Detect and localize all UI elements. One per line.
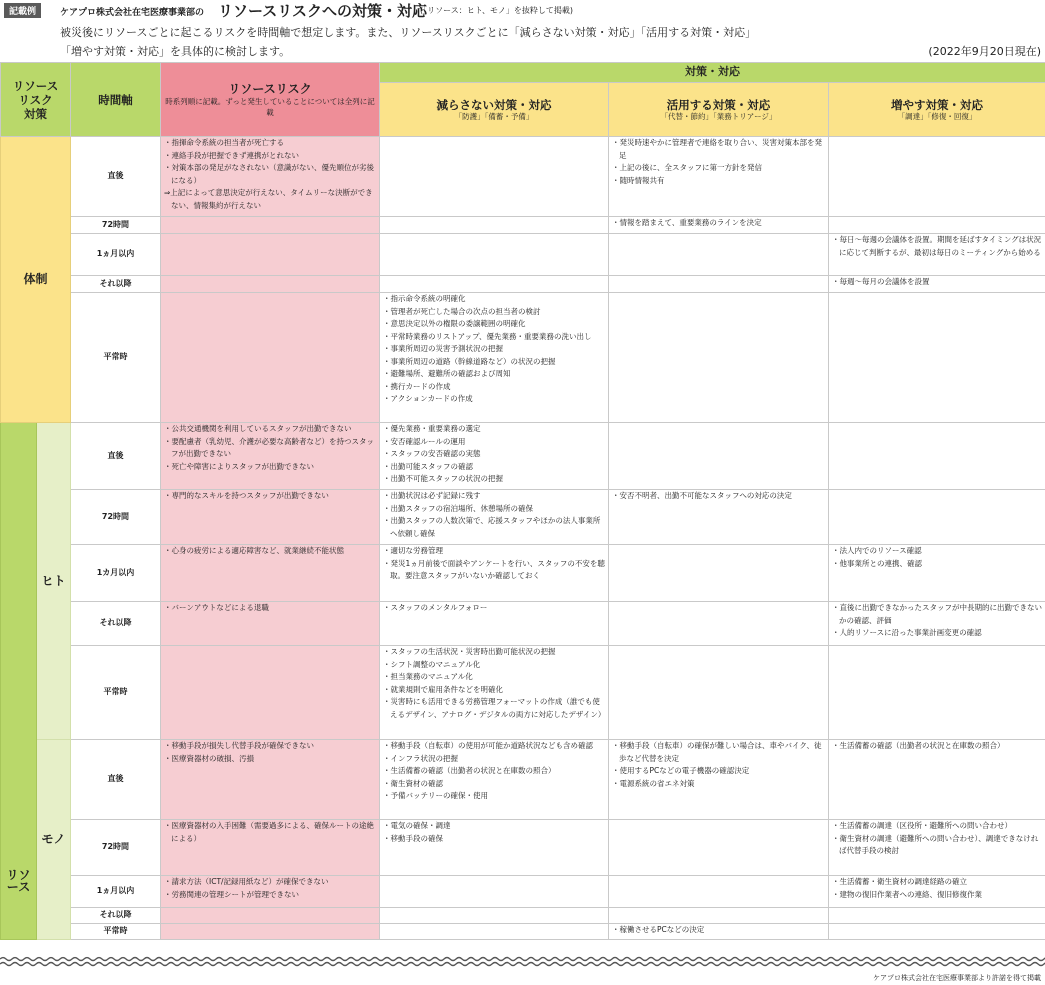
risk-cell (161, 490, 380, 545)
bullet-item: ・ 上記の後に、全スタッフに第一方針を発信 (612, 162, 825, 175)
bullet-item: ・ 出勤可能スタッフの確認 (383, 461, 605, 474)
time-cell: 1カ月以内 (71, 545, 161, 602)
sub-group-hito: ヒト (37, 423, 71, 740)
action-cell (609, 602, 829, 646)
title-note: (「リソース：ヒト、モノ」を抜粋して掲載) (420, 6, 574, 15)
action-cell (609, 293, 829, 423)
action-cell (609, 820, 829, 876)
header-risk (161, 63, 380, 137)
action-cell (380, 602, 609, 646)
col-reduce-sub: 「防護」「備蓄・予備」 (454, 111, 534, 121)
action-cell (609, 137, 829, 217)
action-cell (829, 820, 1045, 876)
time-cell: 72時間 (71, 490, 161, 545)
bullet-item: ・ 電源系統の省エネ対策 (612, 778, 825, 791)
action-cell (609, 423, 829, 490)
action-cell (380, 545, 609, 602)
bullet-item: ・ 法人内でのリソース確認 (832, 545, 1042, 558)
action-cell (609, 646, 829, 740)
group-resource (1, 423, 37, 940)
action-cell (380, 423, 609, 490)
resource-risk-table (0, 62, 1045, 940)
action-cell (609, 217, 829, 234)
intro-line-1: 被災後にリソースごとに起こるリスクを時間軸で想定します。また、リソースリスクごとに「減らさない対策・対応」「活用する対策・対応」 (60, 26, 757, 39)
group-taisei: 体制 (1, 137, 71, 423)
header-col-reduce (380, 83, 609, 137)
action-cell (609, 876, 829, 908)
risk-cell (161, 293, 380, 423)
time-cell: 72時間 (71, 217, 161, 234)
action-cell (829, 423, 1045, 490)
col-utilize-sub: 「代替・節約」「業務トリアージ」 (660, 111, 777, 121)
action-cell (829, 908, 1045, 924)
bullet-item: ・ 移動手段（自転車）の確保が難しい場合は、車やバイク、徒歩など代替を決定 (612, 740, 825, 765)
action-cell (829, 602, 1045, 646)
action-cell (380, 490, 609, 545)
bullet-item: ・ 生活備蓄の調達（区役所・避難所への問い合わせ） (832, 820, 1042, 833)
group-resource-label: リソース (6, 867, 31, 894)
risk-cell (161, 423, 380, 490)
bullet-item: ・ 生活備蓄・衛生資材の調達経路の確立 (832, 876, 1042, 889)
bullet-item: ・ 医療資器材の破損、汚損 (164, 753, 376, 766)
bullet-item: ・ 衛生資材の調達（避難所への問い合わせ）、調達できなければ代替手段の検討 (832, 833, 1042, 858)
time-cell: 直後 (71, 423, 161, 490)
action-cell (609, 490, 829, 545)
bullet-item: ・ インフラ状況の把握 (383, 753, 605, 766)
action-cell (829, 293, 1045, 423)
bullet-item: ・ 移動手段の確保 (383, 833, 605, 846)
risk-cell (161, 740, 380, 820)
action-cell (380, 217, 609, 234)
bullet-item: ・ 適切な労務管理 (383, 545, 605, 558)
header (0, 0, 1045, 62)
bullet-item: ・ 他事業所との連携、確認 (832, 558, 1042, 571)
action-cell (380, 276, 609, 293)
bullet-item: ・ 随時情報共有 (612, 175, 825, 188)
torn-edge-wave (0, 953, 1045, 971)
header-risk-title: リソースリスク (228, 81, 312, 96)
header-col-utilize (609, 83, 829, 137)
action-cell (380, 234, 609, 276)
action-cell (829, 217, 1045, 234)
risk-conclusion: ⇒ 上記によって意思決定が行えない、タイムリーな決断ができない、情報集約が行えない (164, 187, 376, 212)
bullet-item: ・ 予備バッテリーの確保・使用 (383, 790, 605, 803)
bullet-item: ・ 建物の復旧作業者への連絡、復旧修復作業 (832, 889, 1042, 902)
bullet-item: ・ 指示命令系統の明確化 (383, 293, 605, 306)
bullet-item: ・ 出勤スタッフの人数次第で、応援スタッフやほかの法人事業所へ依頼し確保 (383, 515, 605, 540)
action-cell (829, 234, 1045, 276)
risk-cell (161, 908, 380, 924)
bullet-item: ・ 生活備蓄の確認（出勤者の状況と在庫数の照合） (383, 765, 605, 778)
bullet-item: ・ 連絡手段が把握できず連携がとれない (164, 150, 376, 163)
header-risk-note: 時系列順に記載。ずっと発生していることについては全列に記載 (165, 96, 375, 117)
bullet-item: ・ 安否確認ルールの運用 (383, 436, 605, 449)
bullet-item: ・ 就業規則で雇用条件などを明確化 (383, 684, 605, 697)
bullet-item: ・ 毎日～毎週の会議体を設置。期間を延ばすタイミングは状況に応じて判断するが、最初は毎日のミーティングから始める (832, 234, 1042, 259)
bullet-item: ・ 使用するPCなどの電子機器の確認決定 (612, 765, 825, 778)
bullet-item: ・ 公共交通機関を利用しているスタッフが出勤できない (164, 423, 376, 436)
action-cell (380, 908, 609, 924)
bullet-item: ・ 直後に出勤できなかったスタッフが中長期的に出勤できないかの確認、評価 (832, 602, 1042, 627)
bullet-item: ・ 避難場所、避難所の確認および周知 (383, 368, 605, 381)
col-utilize-title: 活用する対策・対応 (666, 97, 771, 112)
time-cell: それ以降 (71, 276, 161, 293)
col-increase-title: 増やす対策・対応 (891, 97, 984, 112)
as-of-date: (2022年9月20日現在) (928, 45, 1041, 58)
action-cell (609, 234, 829, 276)
risk-cell (161, 276, 380, 293)
bullet-item: ・ 医療資器材の入手困難（需要過多による、確保ルートの途絶による） (164, 820, 376, 845)
risk-cell (161, 545, 380, 602)
bullet-item: ・ 携行カードの作成 (383, 381, 605, 394)
header-action: 対策・対応 (380, 63, 1045, 83)
bullet-item: ・ 要配慮者（乳幼児、介護が必要な高齢者など）を持つスタッフが出勤できない (164, 436, 376, 461)
action-cell (380, 740, 609, 820)
action-cell (380, 820, 609, 876)
action-cell (829, 646, 1045, 740)
credit-note: ケアプロ株式会社在宅医療事業部より許諾を得て掲載 (873, 974, 1041, 982)
bullet-item: ・ 労務関連の管理シートが管理できない (164, 889, 376, 902)
bullet-item: ・ 稼働させるPCなどの決定 (612, 924, 825, 937)
bullet-item: ・ 人的リソースに沿った事業計画変更の確認 (832, 627, 1042, 640)
action-cell (829, 276, 1045, 293)
risk-cell (161, 234, 380, 276)
bullet-item: ・ 災害時にも活用できる労務管理フォーマットの作成（誰でも使えるデザイン、アナログ・デジタルの両方に対応したデザイン） (383, 696, 605, 721)
bullet-item: ・ バーンアウトなどによる退職 (164, 602, 376, 615)
time-cell: 平常時 (71, 646, 161, 740)
bullet-item: ・ 移動手段（自転車）の使用が可能か道路状況なども含め確認 (383, 740, 605, 753)
bullet-item: ・ 対策本部の発足がなされない（意識がない、優先順位が劣後になる） (164, 162, 376, 187)
action-cell (380, 646, 609, 740)
action-cell (829, 137, 1045, 217)
time-cell: 72時間 (71, 820, 161, 876)
bullet-item: ・ シフト調整のマニュアル化 (383, 659, 605, 672)
bullet-item: ・ 電気の確保・調達 (383, 820, 605, 833)
time-cell: 直後 (71, 137, 161, 217)
risk-cell (161, 876, 380, 908)
time-cell: 1ヵ月以内 (71, 234, 161, 276)
risk-cell (161, 137, 380, 217)
bullet-item: ・ 担当業務のマニュアル化 (383, 671, 605, 684)
bullet-item: ・ 平常時業務のリストアップ、優先業務・重要業務の洗い出し (383, 331, 605, 344)
bullet-item: ・ 発災1ヵ月前後で面談やアンケートを行い、スタッフの不安を聴取。要注意スタッフがいないか確認しておく (383, 558, 605, 583)
bullet-item: ・ 専門的なスキルを持つスタッフが出勤できない (164, 490, 376, 503)
bullet-item: ・ 請求方法（ICT/記録用紙など）が確保できない (164, 876, 376, 889)
time-cell: 1ヵ月以内 (71, 876, 161, 908)
bullet-item: ・ 心身の疲労による適応障害など、就業継続不能状態 (164, 545, 376, 558)
bullet-item: ・ 出勤スタッフの宿泊場所、休憩場所の確保 (383, 503, 605, 516)
header-col-increase (829, 83, 1045, 137)
bullet-item: ・ 死亡や障害によりスタッフが出勤できない (164, 461, 376, 474)
bullet-item: ・ 情報を踏まえて、重要業務のラインを決定 (612, 217, 825, 230)
time-cell: 直後 (71, 740, 161, 820)
header-resource: リソース リスク 対策 (1, 63, 71, 137)
action-cell (609, 545, 829, 602)
bullet-item: ・ 生活備蓄の確認（出勤者の状況と在庫数の照合） (832, 740, 1042, 753)
bullet-item: ・ 意思決定以外の権限の委譲範囲の明確化 (383, 318, 605, 331)
action-cell (380, 876, 609, 908)
sub-group-mono: モノ (37, 740, 71, 940)
risk-cell (161, 646, 380, 740)
company-label: ケアプロ株式会社在宅医療事業部の (60, 8, 205, 18)
intro-line-2: 「増やす対策・対応」を具体的に検討します。 (60, 45, 291, 58)
page-title: リソースリスクへの対策・対応 (218, 2, 427, 20)
action-cell (609, 276, 829, 293)
time-cell: 平常時 (71, 293, 161, 423)
risk-cell (161, 217, 380, 234)
risk-cell (161, 602, 380, 646)
bullet-item: ・ 衛生資材の確認 (383, 778, 605, 791)
example-badge: 記載例 (4, 3, 41, 18)
bullet-item: ・ アクションカードの作成 (383, 393, 605, 406)
action-cell (829, 876, 1045, 908)
action-cell (380, 924, 609, 940)
action-cell (380, 293, 609, 423)
col-increase-sub: 「調達」「修復・回復」 (897, 111, 977, 121)
bullet-item: ・ 発災時速やかに管理者で連絡を取り合い、災害対策本部を発足 (612, 137, 825, 162)
action-cell (609, 908, 829, 924)
action-cell (609, 740, 829, 820)
action-cell (829, 545, 1045, 602)
action-cell (380, 137, 609, 217)
header-time: 時間軸 (71, 63, 161, 137)
bullet-item: ・ 管理者が死亡した場合の次点の担当者の検討 (383, 306, 605, 319)
bullet-item: ・ スタッフの生活状況・災害時出勤可能状況の把握 (383, 646, 605, 659)
bullet-item: ・ 安否不明者、出勤不可能なスタッフへの対応の決定 (612, 490, 825, 503)
bullet-item: ・ 毎週～毎月の会議体を設置 (832, 276, 1042, 289)
bullet-item: ・ 出勤状況は必ず記録に残す (383, 490, 605, 503)
bullet-item: ・ 事業所周辺の道路（幹線道路など）の状況の把握 (383, 356, 605, 369)
risk-cell (161, 924, 380, 940)
bullet-item: ・ 事業所周辺の災害予測状況の把握 (383, 343, 605, 356)
action-cell (829, 924, 1045, 940)
bullet-item: ・ 出勤不可能スタッフの状況の把握 (383, 473, 605, 486)
action-cell (829, 740, 1045, 820)
bullet-item: ・ 移動手段が損失し代替手段が確保できない (164, 740, 376, 753)
bullet-item: ・ 優先業務・重要業務の選定 (383, 423, 605, 436)
bullet-item: ・ 指揮命令系統の担当者が死亡する (164, 137, 376, 150)
bullet-item: ・ スタッフの安否確認の実態 (383, 448, 605, 461)
action-cell (829, 490, 1045, 545)
col-reduce-title: 減らさない対策・対応 (436, 97, 552, 112)
time-cell: 平常時 (71, 924, 161, 940)
time-cell: それ以降 (71, 908, 161, 924)
action-cell (609, 924, 829, 940)
bullet-item: ・ スタッフのメンタルフォロー (383, 602, 605, 615)
time-cell: それ以降 (71, 602, 161, 646)
risk-cell (161, 820, 380, 876)
